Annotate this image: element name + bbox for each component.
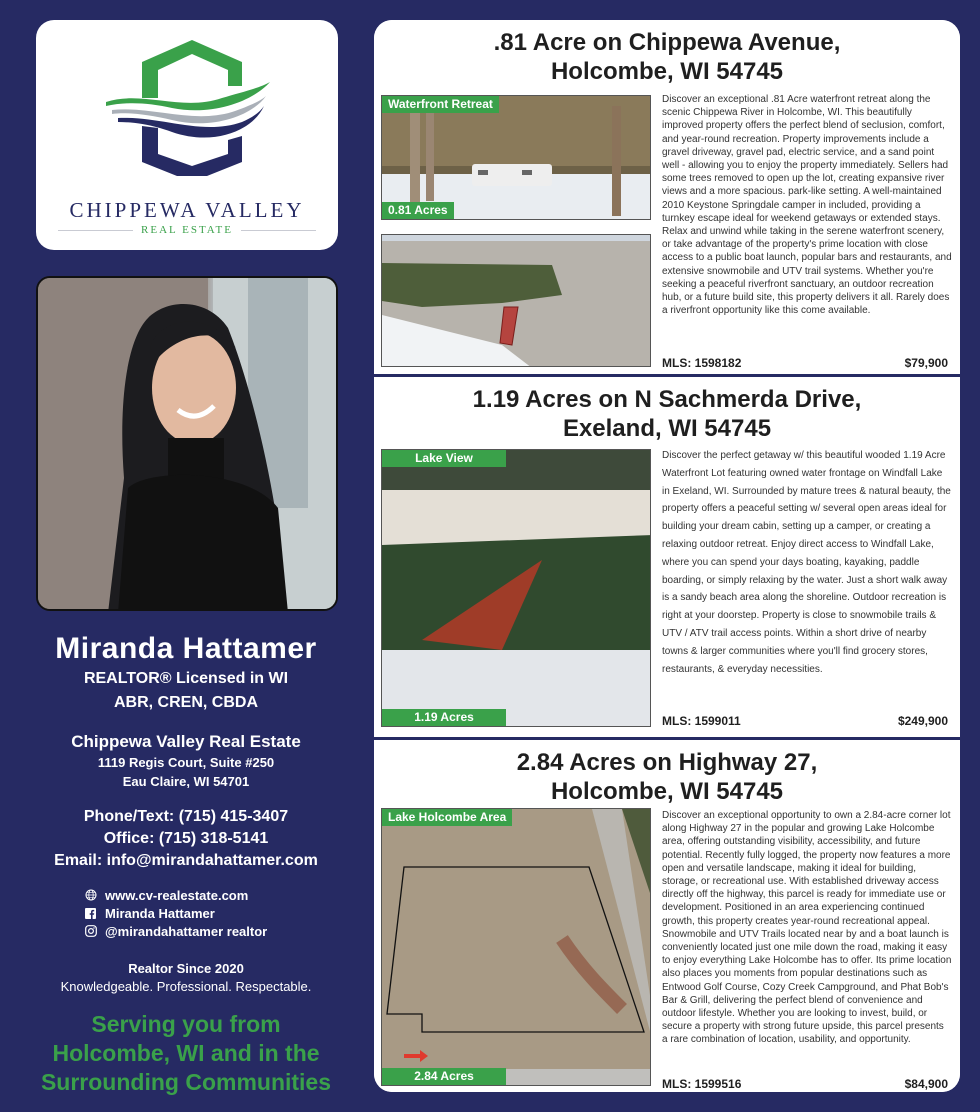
photo-tag-bottom: 0.81 Acres [382,202,454,219]
listing-description: Discover the perfect getaway w/ this beautiful wooded 1.19 Acre Waterfront Lot featuring owned water frontage on Windfall Lake in Exeland, WI. Surrounded by mature trees & natural beauty, the property offers a peaceful setting w/ several open areas ideal for building your dream cabin, setting up a camper, or creating a relaxing outdoor retreat. Enjoy direct access to Windfall Lake, where you can spend your days boating, kayaking, paddle boarding, or simply relaxing by the water. Just a short walk away is a sandy beach area along the shoreline. Outdoor recreation is right at your doorstep. Property is close to snowmobile trails & UTV / ATV trail access points. Within a short drive of nearby towns & larger communities where you'll find grocery stores, restaurants, & everyday necessities. [662,450,951,675]
listing-title [374,28,960,86]
agent-address-line1: 1119 Regis Court, Suite #250 [97,755,275,770]
listing-description: Discover an exceptional .81 Acre waterfront retreat along the scenic Chippewa River in Holcombe, WI. This beautifully improved property offers the perfect blend of seclusion, comfort, and year-round recreation. Property improvements include a gravel driveway, gravel pad, electric service, and a sand point well - allowing you to enjoy the property immediately. Sellers had some trees removed to open up the lot, creating expansive river views and a more spacious. park-like setting. A well-maintained 2010 Keystone Springdale camper in included, providing a turnkey escape ideal for weekend getaways or extended stays. Relax and unwind while taking in the serene waterfront scenery, or take advantage of the property's prime location with close access to a public boat launch, popular bars and restaurants, and extensive snowmobile and UTV trail systems. Whether you're seeking a peaceful riverfront sanctuary, an outdoor recreation hub, or a future build site, this property delivers it all. Rarely does a riverfront opportunity like this come available. [662,94,952,317]
listing-price: $84,900 [904,1077,948,1091]
listing-photo[interactable] [381,95,651,220]
listing-title-line: Exeland, WI 54745 [562,415,772,442]
listing-aerial-photo[interactable] [381,234,651,367]
company-subtitle: REAL ESTATE [141,224,233,236]
photo-tag-bottom: 1.19 Acres [382,709,506,726]
listing-title-line: 1.19 Acres on N Sachmerda Drive, [472,386,862,413]
agent-company: Chippewa Valley Real Estate [71,732,301,751]
agent-tagline: Knowledgeable. Professional. Respectable. [60,979,312,994]
agent-designations: ABR, CREN, CBDA [114,694,258,711]
company-logo-card [36,20,338,250]
company-subtitle-row [58,224,316,236]
facebook-label: Miranda Hattamer [105,905,215,921]
instagram-icon [84,925,97,938]
company-name: CHIPPEWA VALLEY [69,198,305,222]
aerial-lot-photo [382,235,651,367]
lake-view-aerial-photo [382,450,651,727]
agent-email[interactable]: Email: info@mirandahattamer.com [54,852,318,869]
agent-address-line2: Eau Claire, WI 54701 [122,774,250,789]
listings-panel [374,20,960,1092]
company-logo-icon [102,36,274,176]
globe-icon [84,889,97,902]
agent-name: Miranda Hattamer [55,632,317,665]
serving-line: Holcombe, WI and in the [52,1040,320,1066]
listing-photo[interactable] [381,808,651,1086]
contact-links [84,886,267,940]
listing-title-line: Holcombe, WI 54745 [550,778,784,805]
divider [241,230,316,231]
photo-tag-top: Lake View [382,450,506,467]
listing-price: $249,900 [897,714,948,728]
listing-card[interactable] [374,374,960,737]
listing-footer [662,356,948,370]
realtor-since: Realtor Since 2020 [128,961,244,976]
listing-card[interactable] [374,20,960,374]
listing-card[interactable] [374,737,960,1092]
photo-tag-top: Lake Holcombe Area [382,809,512,826]
listing-description: Discover an exceptional opportunity to own a 2.84-acre corner lot along Highway 27 in the popular and growing Lake Holcombe area, offering outstanding visibility, accessibility, and future potential. Recently fully logged, the property now features a more open and versatile landscape, making it ideal for building, storage, or recreational use. With established driveway access directly off the highway, this parcel is ready for immediate use or development. Positioned in an area experiencing continued growth, this property creates year-round recreational appeal. Snowmobile and UTV Trails located near by and a boat launch is conveniently located just one mile down the road, making it easy to enjoy everything Lake Holcombe has to offer. Its prime location also places you moments from popular destinations such as Entwood Golf Course, Cozy Creek Campground, and Phat Bob's Bar & Grill, delivering the perfect blend of convenience and outdoor lifestyle. Whether you are looking to invest, build, or secure a property with strong future upside, this parcel presents a rare combination of location, usability, and opportunity. [662,810,952,1046]
agent-title: REALTOR® Licensed in WI [83,670,289,687]
agent-portrait-illustration [38,278,338,611]
instagram-link[interactable] [84,922,267,940]
listing-footer [662,1077,948,1091]
lot-aerial-photo [382,809,651,1086]
agent-office-phone[interactable]: Office: (715) 318-5141 [103,830,269,847]
listing-mls: MLS: 1599516 [662,1077,742,1091]
serving-line: Serving you from [91,1011,281,1037]
website-link[interactable] [84,886,267,904]
serving-area-text [0,1010,372,1097]
serving-line: Surrounding Communities [40,1069,332,1095]
agent-phone[interactable]: Phone/Text: (715) 415-3407 [83,808,289,825]
instagram-label: @mirandahattamer realtor [105,923,268,939]
listing-photo[interactable] [381,449,651,727]
divider [58,230,133,231]
listing-mls: MLS: 1599011 [662,714,741,728]
listing-title-line: Holcombe, WI 54745 [550,58,784,85]
listing-title [374,385,960,443]
website-label: www.cv-realestate.com [105,887,249,903]
listing-footer [662,714,948,728]
listing-mls: MLS: 1598182 [662,356,742,370]
facebook-link[interactable] [84,904,267,922]
listing-price: $79,900 [904,356,948,370]
listing-title-line: 2.84 Acres on Highway 27, [516,749,818,776]
agent-photo [36,276,338,611]
listing-title-line: .81 Acre on Chippewa Avenue, [493,29,841,56]
facebook-icon [84,907,97,920]
listing-title [374,748,960,806]
photo-tag-top: Waterfront Retreat [382,96,499,113]
photo-tag-bottom: 2.84 Acres [382,1068,506,1085]
